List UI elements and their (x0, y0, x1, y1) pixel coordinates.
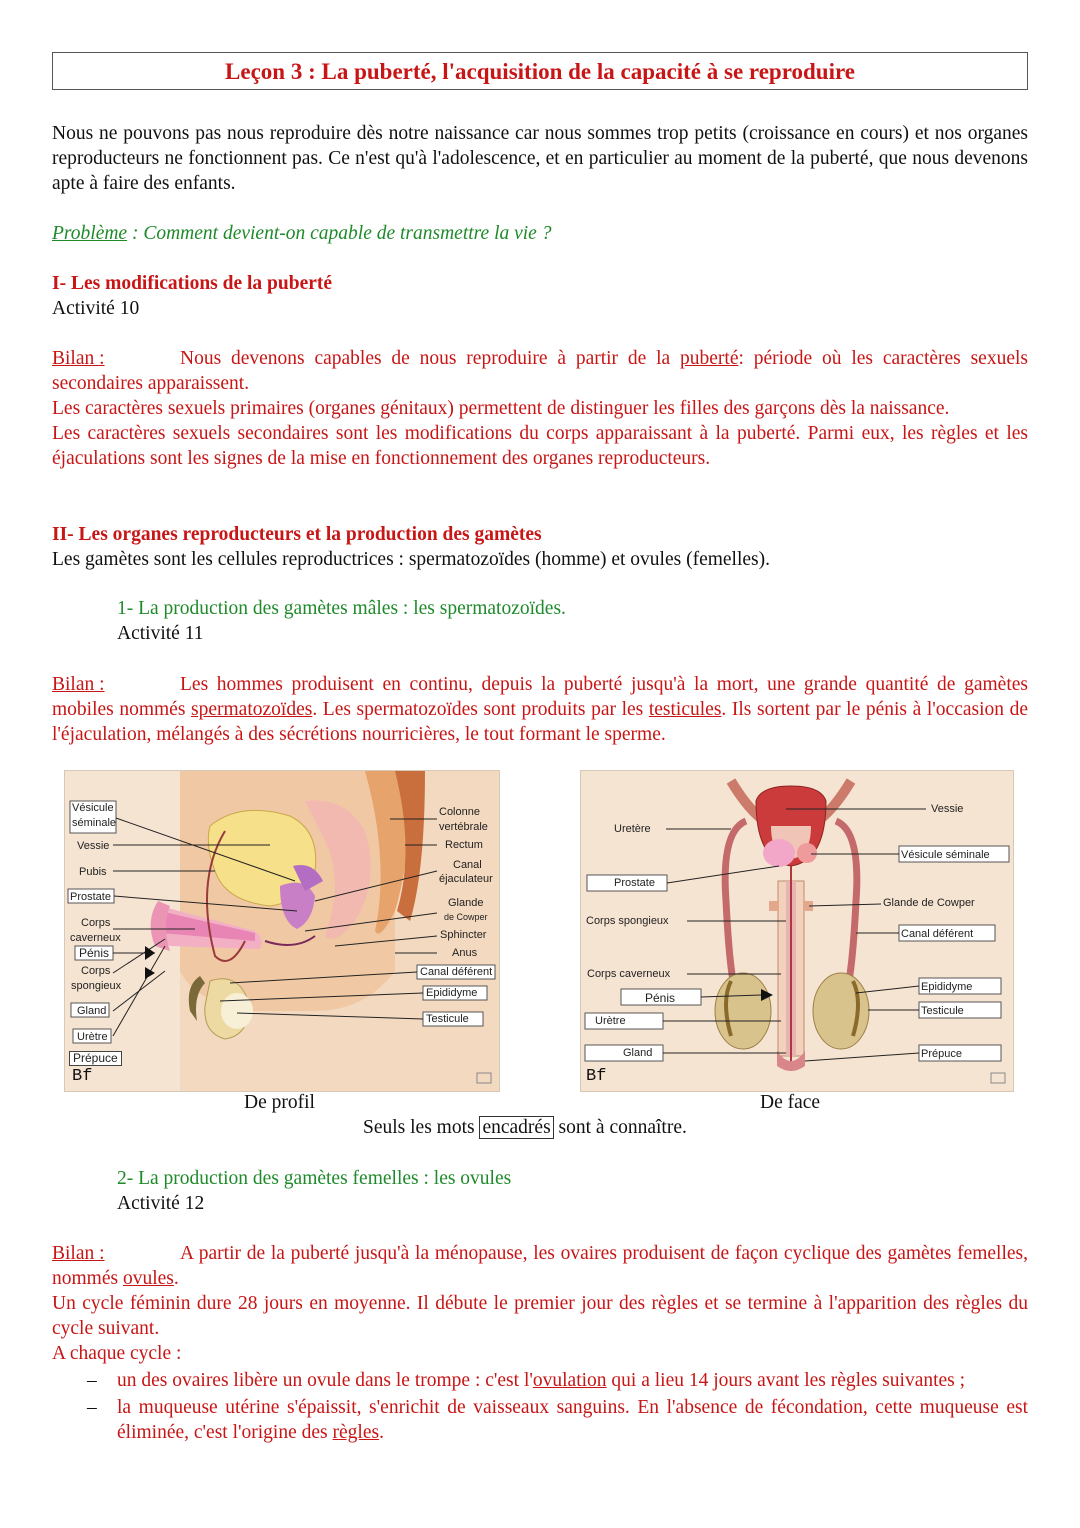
bilan-2-text-end: . Ils sortent par le pénis à l'occasion de l'éjaculation, mélangés à des sécrétions nourricières, le tout formant le sperme. (52, 699, 1029, 745)
label-corps-spongieux-2: spongieux (71, 980, 122, 992)
bilan-1-text: Nous devenons capables de nous reproduire à partir de la (180, 348, 680, 369)
label-corps-spongieux-1: Corps (81, 965, 111, 977)
label-gland: Gland (623, 1047, 653, 1059)
label-vessie: Vessie (77, 840, 110, 852)
activite-10: Activité 10 (52, 298, 140, 319)
bilan-3-cycle: Un cycle féminin dure 28 jours en moyenne. Il débute le premier jour des règles et se termine à l'apparition des règles du cycle suivant. (52, 1293, 1028, 1339)
list-item-text-end: . (379, 1422, 384, 1443)
figure-profil (64, 770, 500, 1092)
probleme-text: : Comment devient-on capable de transmettre la vie ? (127, 223, 552, 244)
label-colonne-1: Colonne (439, 806, 480, 818)
bilan-2-text: Les hommes produisent en continu, depuis la puberté jusqu'à la mort, une grande quantité de gamètes mobiles nommés (52, 674, 1028, 720)
lesson-title: Leçon 3 : La puberté, l'acquisition de la capacité à se reproduire (52, 52, 1028, 90)
section-2-heading: II- Les organes reproducteurs et la production des gamètes (52, 524, 542, 545)
label-prostate: Prostate (70, 891, 111, 903)
label-vesicule-seminale: Vésicule séminale (901, 849, 990, 861)
label-anus: Anus (452, 947, 478, 959)
note-text: Seuls les mots (363, 1117, 480, 1138)
subsection-2-heading: 2- La production des gamètes femelles : les ovules (117, 1168, 512, 1189)
caption-de-face: De face (760, 1092, 821, 1113)
label-penis: Pénis (79, 946, 110, 960)
note-word-encadres: encadrés (479, 1116, 553, 1139)
label-vesicule-1: Vésicule (72, 802, 114, 814)
bilan-2-text-mid: . Les spermatozoïdes sont produits par les (312, 699, 649, 720)
figure-face (580, 770, 1014, 1092)
anatomy-profile-drawing (65, 771, 499, 1091)
label-corps-spongieux: Corps spongieux (586, 915, 669, 927)
list-item-text-end: qui a lieu 14 jours avant les règles suivantes ; (606, 1370, 966, 1391)
list-item-text: la muqueuse utérine s'épaissit, s'enrichit de vaisseaux sanguins. En l'absence de fécondation, cette muqueuse est éliminée, c'est l'origine des (117, 1397, 1028, 1443)
label-corps-caverneux: Corps caverneux (587, 968, 671, 980)
label-gland: Gland (77, 1005, 107, 1017)
label-rectum: Rectum (445, 839, 483, 851)
label-prostate: Prostate (614, 877, 655, 889)
author-mark: Bf (72, 1067, 93, 1086)
label-penis: Pénis (645, 991, 676, 1005)
bilan-3-text: A partir de la puberté jusqu'à la ménopause, les ovaires produisent de façon cyclique des gamètes femelles, nommés (52, 1243, 1028, 1289)
label-testicule: Testicule (921, 1005, 964, 1017)
list-item (52, 1368, 1028, 1393)
keyword-testicules: testicules (648, 699, 722, 720)
bilan-label: Bilan : (52, 348, 105, 369)
label-prepuce: Prépuce (69, 1051, 122, 1066)
bilan-1-text-end: : période où les caractères sexuels secondaires apparaissent. (52, 348, 1028, 394)
bilan-3 (52, 1241, 1028, 1445)
label-canal-1: Canal (453, 859, 482, 871)
activite-12: Activité 12 (117, 1193, 205, 1214)
label-glande-1: Glande (448, 897, 484, 909)
activite-11: Activité 11 (117, 623, 204, 644)
label-uretre: Urètre (595, 1015, 626, 1027)
label-colonne-2: vertébrale (439, 821, 488, 833)
label-canal-deferent: Canal déférent (901, 928, 974, 940)
label-prepuce: Prépuce (921, 1048, 962, 1060)
subsection-1-heading: 1- La production des gamètes mâles : les spermatozoïdes. (117, 598, 566, 619)
label-sphincter: Sphincter (440, 929, 487, 941)
bilan-1 (52, 346, 1028, 471)
keyword-regles: règles (332, 1422, 380, 1443)
keyword-puberte: puberté (680, 348, 739, 369)
keyword-spermatozoides: spermatozoïdes (191, 699, 313, 720)
probleme-line (52, 221, 1028, 246)
label-testicule: Testicule (426, 1013, 469, 1025)
list-item-text: un des ovaires libère un ovule dans le trompe : c'est l' (117, 1370, 533, 1391)
list-item (52, 1395, 1028, 1445)
label-glande-2: de Cowper (444, 912, 488, 922)
label-vesicule-2: séminale (72, 817, 117, 829)
label-epididyme: Epididyme (921, 981, 973, 993)
bilan-label: Bilan : (52, 1243, 105, 1264)
label-uretere: Uretère (614, 823, 651, 835)
label-pubis: Pubis (79, 866, 107, 878)
bilan-3-chaque-cycle: A chaque cycle : (52, 1343, 182, 1364)
keyword-ovules: ovules (122, 1268, 174, 1289)
gametes-definition: Les gamètes sont les cellules reproductrices : spermatozoïdes (homme) et ovules (femelles). (52, 549, 771, 570)
author-mark: Bf (586, 1067, 607, 1086)
label-corps-caverneux-1: Corps (81, 917, 111, 929)
intro-paragraph: Nous ne pouvons pas nous reproduire dès notre naissance car nous sommes trop petits (croissance en cours) et nos organes reproducteurs ne fonctionnent pas. Ce n'est qu'à l'adolescence, et en particulier au moment de la puberté, que nous devenons apte à faire des enfants. (52, 123, 1028, 194)
label-epididyme: Epididyme (426, 987, 478, 999)
bilan-label: Bilan : (52, 674, 105, 695)
label-glande-cowper: Glande de Cowper (883, 897, 975, 909)
note-text-end: sont à connaître. (553, 1117, 687, 1138)
bilan-3-text-end: . (173, 1268, 179, 1289)
note-encadres (363, 1117, 687, 1139)
label-canal-2: éjaculateur (439, 873, 493, 885)
cycle-list (52, 1368, 1028, 1445)
keyword-ovulation: ovulation (532, 1370, 607, 1391)
caption-de-profil: De profil (244, 1092, 315, 1113)
label-canal-deferent: Canal déférent (420, 966, 493, 978)
bilan-1-primaires: Les caractères sexuels primaires (organes génitaux) permettent de distinguer les filles des garçons dès la naissance. (52, 398, 950, 419)
section-1-heading: I- Les modifications de la puberté (52, 273, 333, 294)
label-uretre: Urètre (77, 1031, 108, 1043)
label-vessie: Vessie (931, 803, 964, 815)
label-corps-caverneux-2: caverneux (70, 932, 121, 944)
bilan-2 (52, 672, 1028, 747)
bilan-1-secondaires: Les caractères sexuels secondaires sont les modifications du corps apparaissant à la puberté. Parmi eux, les règles et les éjaculations sont les signes de la mise en fonctionnement des organes reproducteurs. (52, 423, 1028, 469)
probleme-label: Problème (52, 223, 128, 244)
